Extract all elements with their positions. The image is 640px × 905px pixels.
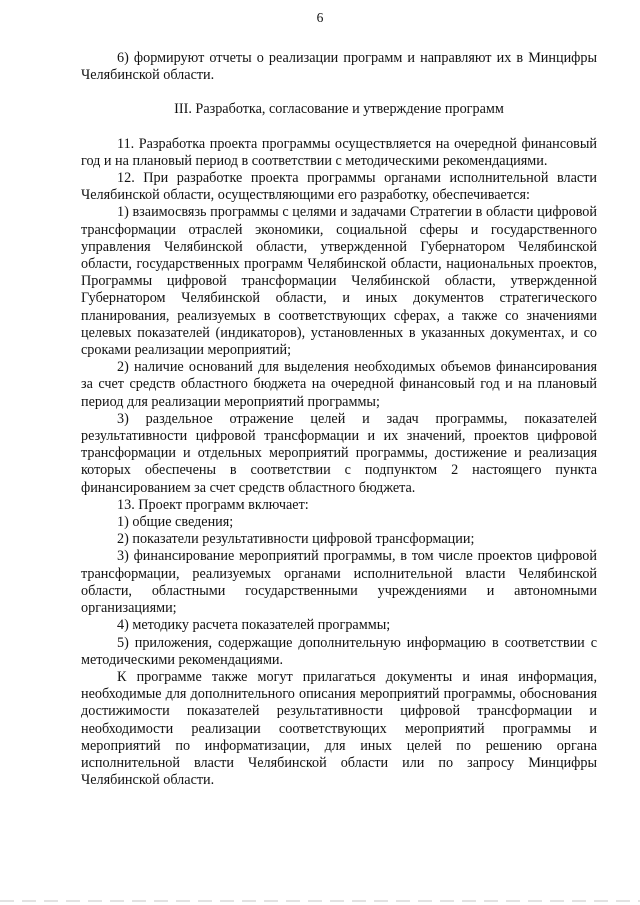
- paragraph-12: 12. При разработке проекта программы органами исполнительной власти Челябинской области, осуществляющими его разработку, обеспечивается:: [81, 170, 597, 204]
- page-number: 6: [316, 10, 324, 25]
- paragraph-item-6: 6) формируют отчеты о реализации программ и направляют их в Минцифры Челябинской области.: [81, 50, 597, 84]
- paragraph-13-item-4: 4) методику расчета показателей программы;: [117, 617, 391, 634]
- paragraph-13-item-2: 2) показатели результативности цифровой трансформации;: [117, 531, 475, 548]
- paragraph-12-item-3: 3) раздельное отражение целей и задач программы, показателей результативности цифровой трансформации и их значений, проектов цифровой трансформации и отдельных мероприятий программы, достижение и реализация которых обеспечены в соответствии с подпунктом 2 настоящего пункта финансированием за счет средств областного бюджета.: [81, 410, 597, 496]
- paragraph-final: К программе также могут прилагаться документы и иная информация, необходимые для дополнительного описания мероприятий программы, обоснования достижимости показателей результативности цифровой трансформации и необходимости реализации соответствующих мероприятий программы и мероприятий по информатизации, для иных целей по решению органа исполнительной власти Челябинской области или по запросу Минцифры Челябинской области.: [81, 668, 597, 789]
- page-body: [81, 50, 597, 789]
- paragraph-12-item-2: 2) наличие оснований для выделения необходимых объемов финансирования за счет средств областного бюджета на очередной финансовый год и на плановый период для реализации мероприятий программы;: [81, 359, 597, 410]
- paragraph-13-item-5: 5) приложения, содержащие дополнительную информацию в соответствии с методическими рекомендациями.: [81, 634, 597, 668]
- paragraph-13: 13. Проект программ включает:: [117, 496, 309, 513]
- paragraph-13-item-3: 3) финансирование мероприятий программы, в том числе проектов цифровой трансформации, реализуемых органами исполнительной власти Челябинской области, областными государственными учреждениями и автономными организациями;: [81, 548, 597, 617]
- paragraph-11: 11. Разработка проекта программы осуществляется на очередной финансовый год и на плановый период в соответствии с методическими рекомендациями.: [81, 135, 597, 169]
- paragraph-13-item-1: 1) общие сведения;: [117, 514, 234, 531]
- scan-edge-artifact: [0, 900, 640, 902]
- section-heading: III. Разработка, согласование и утверждение программ: [174, 101, 504, 118]
- paragraph-12-item-1: 1) взаимосвязь программы с целями и задачами Стратегии в области цифровой трансформации отраслей экономики, социальной сферы и государственного управления Челябинской области, утвержденной Губернатором Челябинской области, государственных программ Челябинской области, национальных проектов, Программы цифровой трансформации Челябинской области, утвержденной Губернатором Челябинской области, и иных документов стратегического планирования, реализуемых в соответствующих сферах, а также со значениями целевых показателей (индикаторов), установленных в указанных документах, и со сроками реализации мероприятий;: [81, 204, 597, 359]
